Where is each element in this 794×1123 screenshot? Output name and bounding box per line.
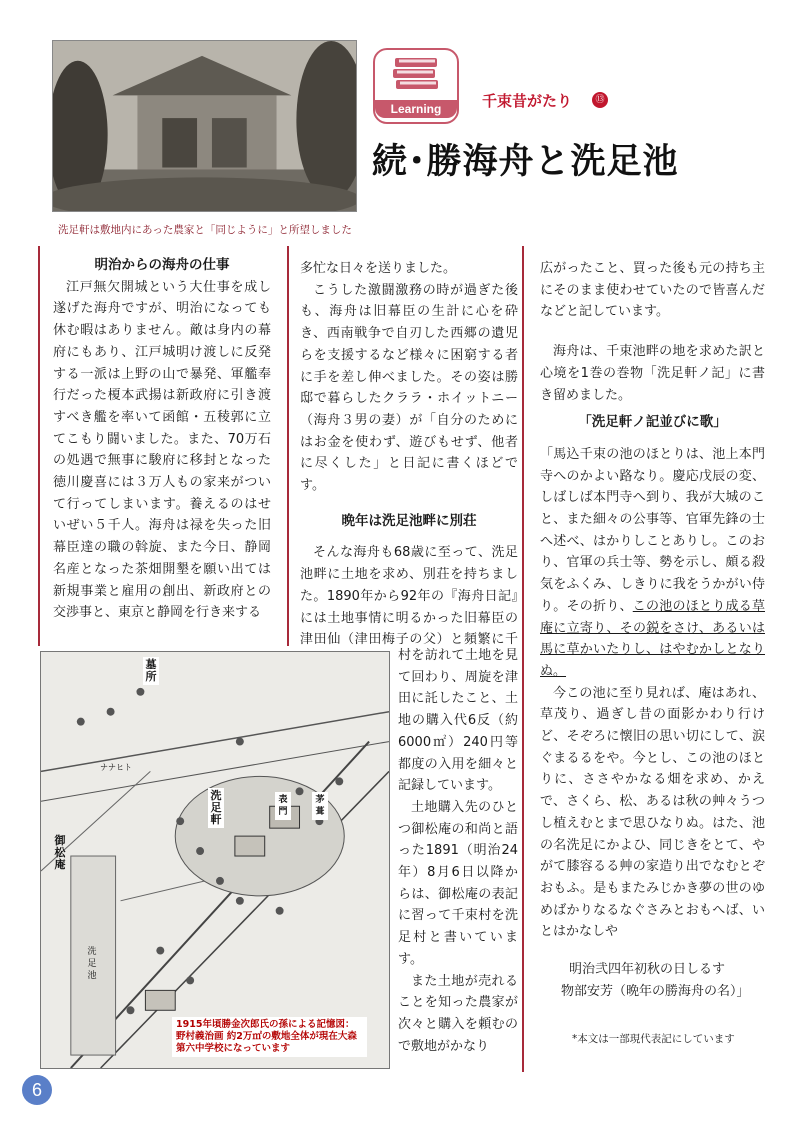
column-1 <box>53 255 271 624</box>
column-3 <box>540 258 765 1003</box>
column-rule <box>287 246 289 646</box>
paragraph: そんな海舟も68歳に至って、洗足池畔に土地を求め、別荘を持ちました。1890年から92年の『海舟日記』には土地事情に明るかった旧幕臣の津田仙（津田梅子の父）と頻繁に千 <box>300 545 518 648</box>
series-number: ⑬ <box>592 92 608 108</box>
paragraph: 土地購入先のひとつ御松庵の和尚と語った1891（明治24年）8月6日以降からは、御松庵の表記に習って千束村を洗足村と書いています。 <box>398 799 518 967</box>
paragraph: 広がったこと、買った後も元の持ち主にそのまま使わせていたので皆喜んだなどと記しています。 <box>540 261 765 320</box>
paragraph: 江戸無欠開城という大仕事を成し遂げた海舟ですが、明治になっても休む暇はありません。敵は身内の幕府にもあり、江戸城明け渡しに反発する一派は上野の山で暴発、軍艦奉行だった榎本武揚は新政府に引き渡すべき艦を率いて函館・五稜郭に立てこもり闘いました。また、70万石の処遇で無事に駿府に移封となった徳川慶喜には３万人もの家来がついて行ってしまいます。養えるのはせいぜい５千人。海舟は禄を失った旧幕臣達の職の斡旋、また今日、静岡名産となった茶畑開墾を願い出ては新規事業と雇用の創出、新政府との交渉事と、東京と静岡を行き来する <box>53 279 271 621</box>
books-icon <box>391 54 441 100</box>
page-number: 6 <box>22 1075 52 1105</box>
map-label-thatch: 茅葺 <box>312 792 328 820</box>
map-label-pond: 洗足池 <box>87 947 97 981</box>
photo-caption: 洗足軒は敷地内にあった農家と「同じように」と所望しました <box>58 224 352 236</box>
map-label-senzokuken: 洗足軒 <box>208 788 224 828</box>
section-heading: 明治からの海舟の仕事 <box>94 257 230 273</box>
section-heading: 晩年は洗足池畔に別荘 <box>341 512 477 529</box>
footnote: *本文は一部現代表記にしています <box>572 1033 735 1045</box>
article-title: 続･勝海舟と洗足池 <box>372 142 679 182</box>
quote-underlined: この池のほとり成る草庵に立寄り、その鋭をさけ、あるいは馬に草かいたりし、はやむかしとなりぬ。 <box>540 598 765 679</box>
map-label-grave: 墓所 <box>143 657 159 685</box>
quote-paragraph <box>540 444 765 683</box>
quote-text: 「馬込千束の池のほとりは、池上本門寺へのかよい路なり。慶応戊辰の変、しばしば本門寺へ到り、我が大城のこと、また細々の公事等、官軍先鋒の士へ述べ、はかりしことありし。このおり、官軍の兵士等、勢を示し、頗る殺気をふくみ、しきりに我をうかがい侍り。その折り、 <box>540 446 765 614</box>
signature-date: 明治弐四年初秋の日しるす <box>569 962 726 978</box>
header-photo <box>52 40 357 212</box>
signature-name: 物部安芳（晩年の勝海舟の名）」 <box>561 983 750 999</box>
map-label-omatsuan: 御松庵 <box>54 834 66 871</box>
paragraph: また土地が売れることを知った農家が次々と購入を頼むので敷地がかなり <box>398 973 518 1054</box>
map-caption: 1915年頃勝金次郎氏の孫による記憶図：野村義治画 約2万㎡の敷地全体が現在大森第六中学校になっています <box>172 1017 367 1057</box>
paragraph: 多忙な日々を送りました。 <box>300 261 457 276</box>
map-label-road: ナナヒト <box>100 763 132 772</box>
learning-badge <box>373 48 459 124</box>
paragraph: 海舟は、千束池畔の地を求めた訳と心境を1巻の巻物「洗足軒ノ記」に書き留めました。 <box>540 344 765 403</box>
section-heading: 「洗足軒ノ記並びに歌」 <box>578 414 727 431</box>
paragraph: 今この池に至り見れば、庵はあれ、草茂り、過ぎし昔の面影かわり行けど、そぞろに懐旧の思い切にして、涙ぐまるるをや。今とし、この池のほとりに、ささやかなる畑を求め、かえで、さくら、松、あるは秋の艸々うつし植えむとまで思ひなりぬ。はた、池の名洗足にかよひ、同じきをとて、やがて膝容るる艸の家造り出でなむとぞおもふ。是もまたみじかき夢の世のゆめばかりなるなぐさみとおもへば、いとはかなしや <box>540 685 765 940</box>
paragraph: こうした激闘激務の時が過ぎた後も、海舟は旧幕臣の生計に心を砕き、西南戦争で自刃した西郷の遺児らを支援するなど様々に困窮する者に手を差し伸べました。その姿は勝邸で暮らしたクララ・ホイットニー（海舟３男の妻）が「自分のためにはお金を使わず、遊びもせず、他者に尽くした」と日記に書くほどです。 <box>300 282 518 494</box>
badge-label: Learning <box>375 100 457 118</box>
memory-map <box>40 651 390 1069</box>
column-2 <box>300 258 518 673</box>
map-label-gate: 表門 <box>275 792 291 820</box>
column-2-wrap <box>398 645 518 1057</box>
column-rule <box>38 246 40 646</box>
series-title: 千束昔がたり <box>482 92 573 110</box>
column-rule <box>522 246 524 1072</box>
paragraph: 村を訪れて土地を見て回わり、周旋を津田に託したこと、土地の購入代6反（約6000㎡）240円等都度の入用を細々と記録しています。 <box>398 648 518 794</box>
